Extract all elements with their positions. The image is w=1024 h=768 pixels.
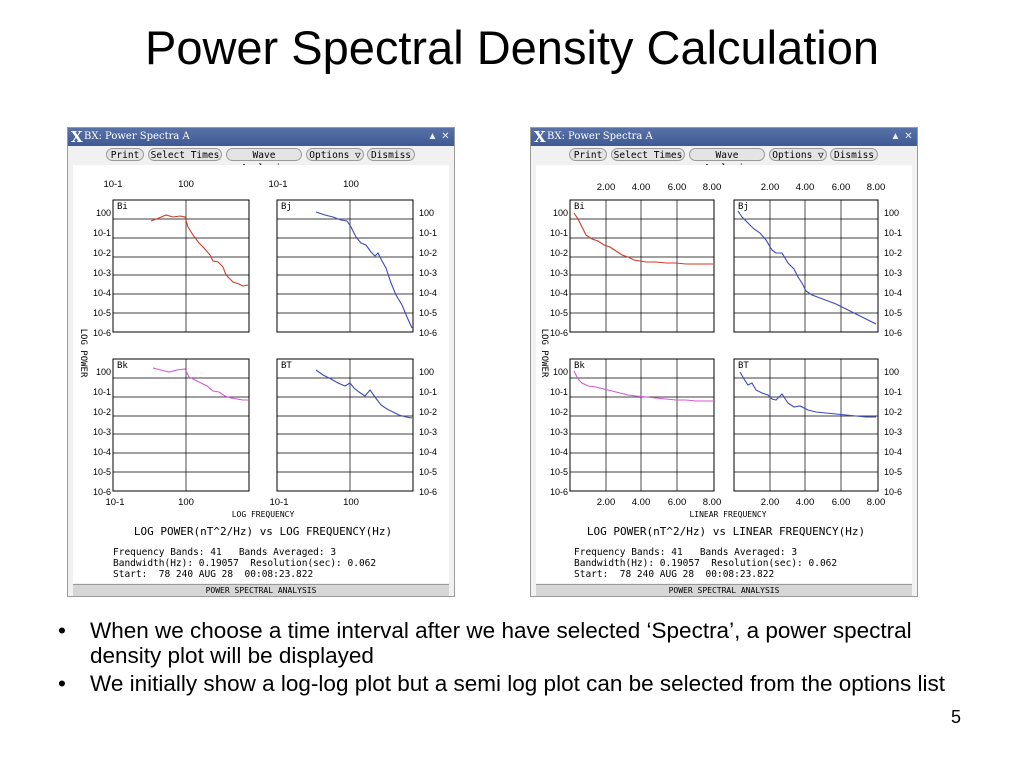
power-spectra-window-loglog [67, 127, 455, 597]
info-line: Frequency Bands: 41 Bands Averaged: 3 [113, 547, 337, 558]
x-logo-icon: X [71, 128, 83, 146]
select-times-button[interactable]: Select Times [148, 148, 222, 161]
y-tick-label: 10-1 [419, 387, 438, 397]
panel-bi [570, 200, 714, 332]
y-tick-label: 10-6 [549, 487, 568, 497]
y-tick-label: 10-6 [549, 328, 568, 338]
y-tick-label: 10-3 [884, 427, 903, 437]
top-tick-label: 8.00 [702, 182, 722, 193]
y-tick-label: 10-2 [419, 248, 438, 258]
y-tick-label: 10-3 [92, 427, 111, 437]
y-tick-label: 10-2 [549, 248, 568, 258]
main-axis-label: LOG POWER(nT^2/Hz) vs LINEAR FREQUENCY(Hz) [586, 525, 866, 538]
info-line: Bandwidth(Hz): 0.19057 Resolution(sec): 0.062 [574, 558, 838, 569]
y-tick-label: 10-2 [549, 407, 568, 417]
top-tick-label: 2.00 [596, 182, 616, 193]
top-tick-label: 100 [178, 179, 194, 190]
info-line: Frequency Bands: 41 Bands Averaged: 3 [574, 547, 798, 558]
wave-analysis-button[interactable]: Wave [226, 148, 302, 161]
bottom-tick-label: 100 [178, 497, 194, 508]
wave-analysis-button[interactable]: Wave [689, 148, 765, 161]
info-line: Start: 78 240 AUG 28 00:08:23.822 [113, 569, 314, 580]
window-shade-icon[interactable]: ▲ [890, 131, 901, 142]
panel-label: Bj [281, 202, 292, 212]
bottom-tick-label: 4.00 [631, 497, 651, 508]
top-tick-label: 10-1 [268, 179, 288, 190]
bottom-tick-label: 6.00 [831, 497, 851, 508]
top-tick-label: 10-1 [103, 179, 123, 190]
y-tick-label: 10-2 [419, 407, 438, 417]
panel-bj [734, 200, 878, 332]
spectrum-trace [153, 368, 248, 400]
panel-label: BT [738, 361, 749, 371]
spectra-plot [536, 165, 912, 583]
bullet-text: When we choose a time interval after we have selected ‘Spectra’, a power spectral density plot will be displayed [90, 618, 912, 668]
y-axis-label: LOG POWER [78, 328, 88, 378]
panel-bi [113, 200, 249, 332]
y-tick-label: 10-4 [884, 288, 903, 298]
info-line: Start: 78 240 AUG 28 00:08:23.822 [574, 569, 775, 580]
y-tick-label: 10-6 [419, 328, 438, 338]
y-tick-label: 10-4 [419, 447, 438, 457]
window-toolbar [68, 146, 454, 164]
y-tick-label: 10-3 [419, 427, 438, 437]
spectrum-trace [738, 211, 876, 324]
y-tick-label: 10-3 [549, 427, 568, 437]
page-number: 5 [951, 707, 962, 727]
y-tick-label: 10-6 [884, 328, 903, 338]
x-axis-label: LINEAR FREQUENCY [689, 510, 767, 519]
y-tick-label: 100 [419, 208, 435, 218]
bullet-marker: • [58, 618, 66, 643]
y-tick-label: 10-3 [92, 268, 111, 278]
spectra-plot [73, 165, 449, 583]
window-shade-icon[interactable]: ▲ [427, 131, 438, 142]
y-tick-label: 100 [552, 208, 568, 218]
y-tick-label: 10-6 [92, 328, 111, 338]
y-tick-label: 10-5 [419, 467, 438, 477]
x-axis-label: LOG FREQUENCY [231, 510, 295, 519]
y-tick-label: 10-4 [549, 288, 568, 298]
bullet-marker: • [58, 671, 66, 696]
dismiss-button[interactable]: Dismiss [830, 148, 878, 161]
top-tick-label: 2.00 [760, 182, 780, 193]
y-tick-label: 10-5 [884, 308, 903, 318]
y-tick-label: 10-6 [884, 487, 903, 497]
window-toolbar [531, 146, 917, 164]
bottom-tick-label: 10-1 [105, 497, 125, 508]
panel-bt [734, 359, 878, 491]
status-bar: POWER SPECTRAL ANALYSIS [73, 584, 449, 596]
bottom-tick-label: 8.00 [702, 497, 722, 508]
window-titlebar[interactable] [531, 128, 917, 146]
slide-title: Power Spectral Density Calculation [144, 21, 880, 74]
panel-label: Bk [117, 361, 128, 371]
y-tick-label: 10-5 [884, 467, 903, 477]
bottom-tick-label: 2.00 [596, 497, 616, 508]
y-tick-label: 10-2 [884, 407, 903, 417]
y-tick-label: 10-4 [92, 288, 111, 298]
y-tick-label: 10-3 [419, 268, 438, 278]
status-bar: POWER SPECTRAL ANALYSIS [536, 584, 912, 596]
bullet-list [52, 618, 952, 699]
top-tick-label: 4.00 [631, 182, 651, 193]
y-tick-label: 10-2 [92, 248, 111, 258]
y-tick-label: 10-4 [884, 447, 903, 457]
print-button[interactable]: Print [569, 148, 607, 161]
bottom-tick-label: 8.00 [866, 497, 886, 508]
dismiss-button[interactable]: Dismiss [367, 148, 415, 161]
window-close-icon[interactable]: ✕ [904, 131, 913, 142]
window-close-icon[interactable]: ✕ [441, 131, 450, 142]
top-tick-label: 100 [343, 179, 359, 190]
spectrum-trace [574, 371, 713, 401]
top-tick-label: 6.00 [831, 182, 851, 193]
plot-area [73, 165, 449, 583]
plot-area [536, 165, 912, 583]
y-tick-label: 10-1 [884, 387, 903, 397]
y-tick-label: 100 [95, 208, 111, 218]
panel-bj [277, 200, 413, 332]
y-tick-label: 10-5 [549, 467, 568, 477]
bullet-text: We initially show a log-log plot but a semi log plot can be selected from the options list [90, 671, 946, 696]
bullet-item [52, 618, 952, 668]
panel-bt [277, 359, 413, 491]
y-tick-label: 100 [884, 367, 900, 377]
spectrum-trace [740, 372, 876, 417]
y-tick-label: 100 [95, 367, 111, 377]
y-tick-label: 10-6 [419, 487, 438, 497]
panel-label: Bi [574, 202, 585, 212]
print-button[interactable]: Print [106, 148, 144, 161]
spectrum-trace [151, 215, 248, 286]
y-tick-label: 100 [884, 208, 900, 218]
panel-label: BT [281, 361, 292, 371]
panel-label: Bi [117, 202, 128, 212]
top-tick-label: 8.00 [866, 182, 886, 193]
bullet-item [52, 671, 952, 696]
bottom-tick-label: 4.00 [795, 497, 815, 508]
power-spectra-window-semilog [530, 127, 918, 597]
y-tick-label: 10-3 [884, 268, 903, 278]
bottom-tick-label: 6.00 [667, 497, 687, 508]
y-tick-label: 10-5 [92, 308, 111, 318]
y-tick-label: 10-3 [549, 268, 568, 278]
options-menu-button[interactable]: Options ▽ [769, 148, 827, 161]
window-titlebar[interactable] [68, 128, 454, 146]
y-tick-label: 10-5 [92, 467, 111, 477]
panel-bk [113, 359, 249, 491]
bottom-tick-label: 2.00 [760, 497, 780, 508]
spectrum-trace [316, 212, 412, 328]
y-tick-label: 10-2 [92, 407, 111, 417]
info-line: Bandwidth(Hz): 0.19057 Resolution(sec): 0.062 [113, 558, 377, 569]
panel-label: Bk [574, 361, 585, 371]
spectrum-trace [574, 213, 713, 264]
y-tick-label: 10-4 [92, 447, 111, 457]
select-times-button[interactable]: Select Times [611, 148, 685, 161]
panel-bk [570, 359, 714, 491]
bottom-tick-label: 100 [343, 497, 359, 508]
y-tick-label: 10-1 [419, 228, 438, 238]
y-tick-label: 10-1 [549, 387, 568, 397]
bottom-tick-label: 10-1 [269, 497, 289, 508]
window-title: BX: Power Spectra A [547, 131, 653, 142]
y-tick-label: 10-1 [549, 228, 568, 238]
y-tick-label: 100 [419, 367, 435, 377]
window-title: BX: Power Spectra A [84, 131, 190, 142]
x-logo-icon: X [534, 128, 546, 146]
y-tick-label: 10-4 [549, 447, 568, 457]
y-tick-label: 10-1 [884, 228, 903, 238]
top-tick-label: 4.00 [795, 182, 815, 193]
spectrum-trace [316, 370, 412, 418]
top-tick-label: 6.00 [667, 182, 687, 193]
y-tick-label: 10-6 [92, 487, 111, 497]
y-axis-label: LOG POWER [539, 328, 549, 378]
options-menu-button[interactable]: Options ▽ [306, 148, 364, 161]
y-tick-label: 10-2 [884, 248, 903, 258]
y-tick-label: 10-1 [92, 387, 111, 397]
y-tick-label: 10-5 [549, 308, 568, 318]
y-tick-label: 100 [552, 367, 568, 377]
main-axis-label: LOG POWER(nT^2/Hz) vs LOG FREQUENCY(Hz) [133, 525, 393, 538]
y-tick-label: 10-4 [419, 288, 438, 298]
y-tick-label: 10-1 [92, 228, 111, 238]
y-tick-label: 10-5 [419, 308, 438, 318]
panel-label: Bj [738, 202, 749, 212]
